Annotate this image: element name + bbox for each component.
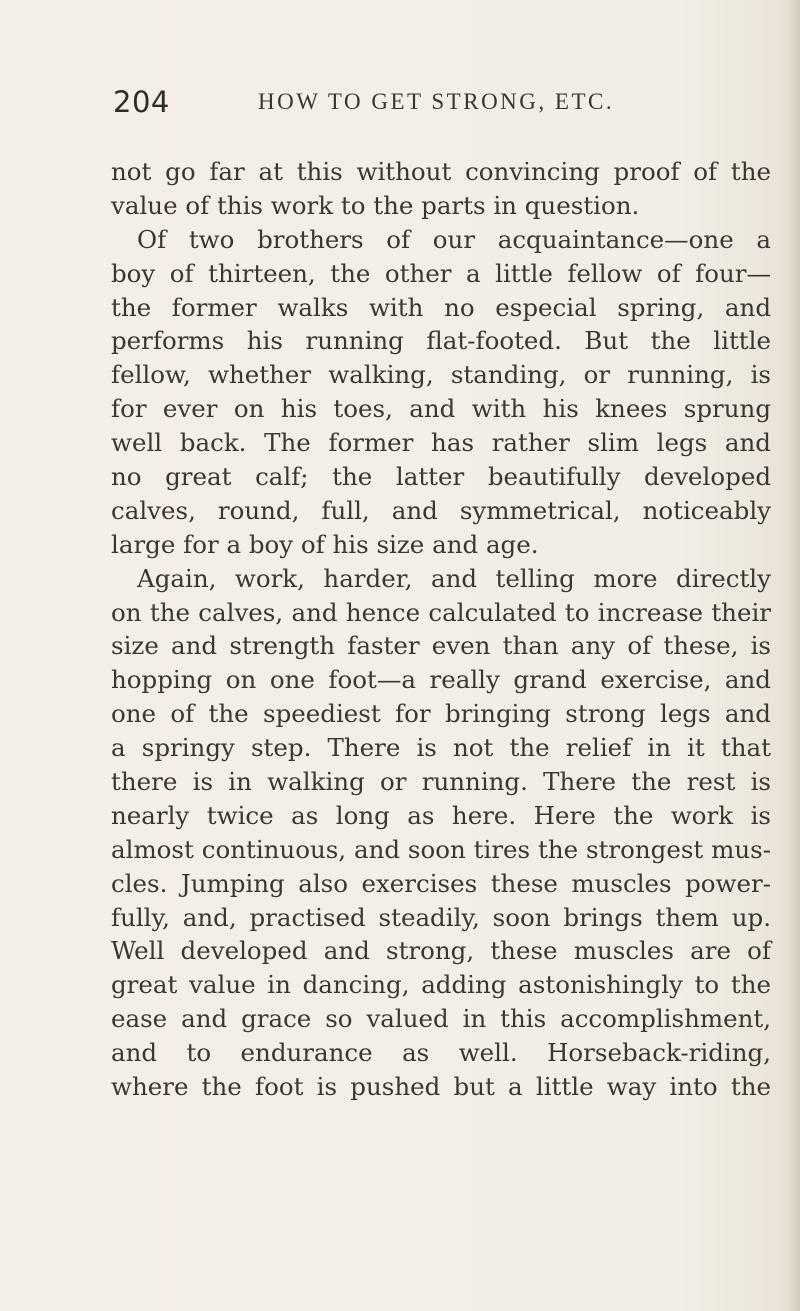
text-line: value of this work to the parts in question. [111, 190, 640, 220]
text-line: no great calf; the latter beautifully developed [111, 462, 771, 492]
text-line: there is in walking or running. There the rest is [111, 767, 771, 797]
body-text [111, 155, 771, 1104]
text-line: ease and grace so valued in this accomplishment, [111, 1004, 771, 1034]
text-line: on the calves, and hence calculated to increase their [111, 597, 771, 627]
text-line: boy of thirteen, the other a little fellow of four— [111, 258, 771, 288]
text-line: Well developed and strong, these muscles are of [111, 936, 771, 966]
text-line: for ever on his toes, and with his knees sprung [111, 394, 771, 424]
page-header [0, 85, 800, 125]
text-line: large for a boy of his size and age. [111, 529, 539, 559]
text-line: calves, round, full, and symmetrical, noticeably [111, 495, 771, 525]
text-line: hopping on one foot—a really grand exercise, and [111, 665, 771, 695]
text-line: cles. Jumping also exercises these muscles power- [111, 868, 771, 898]
paragraph-start-line: Again, work, harder, and telling more directly [137, 563, 771, 593]
text-line: great value in dancing, adding astonishingly to the [111, 970, 771, 1000]
text-line: a springy step. There is not the relief in it that [111, 733, 771, 763]
text-line: one of the speediest for bringing strong legs and [111, 699, 771, 729]
text-line: the former walks with no especial spring, and [111, 292, 771, 322]
running-head: HOW TO GET STRONG, ETC. [258, 89, 615, 114]
text-line: well back. The former has rather slim legs and [111, 428, 771, 458]
text-line: performs his running flat-footed. But the little [111, 326, 771, 356]
page-edge-shadow [786, 0, 800, 1311]
text-line: fully, and, practised steadily, soon brings them up. [111, 902, 771, 932]
text-line: almost continuous, and soon tires the strongest mus- [111, 834, 771, 864]
page-number: 204 [113, 85, 170, 119]
text-line: fellow, whether walking, standing, or running, is [111, 360, 771, 390]
text-line: where the foot is pushed but a little way into the [111, 1072, 771, 1102]
text-line: size and strength faster even than any of these, is [111, 631, 771, 661]
text-line: not go far at this without convincing proof of the [111, 157, 771, 186]
text-line: nearly twice as long as here. Here the work is [111, 800, 771, 830]
paragraph-start-line: Of two brothers of our acquaintance—one a [137, 224, 771, 254]
text-line: and to endurance as well. Horseback-riding, [111, 1038, 771, 1068]
